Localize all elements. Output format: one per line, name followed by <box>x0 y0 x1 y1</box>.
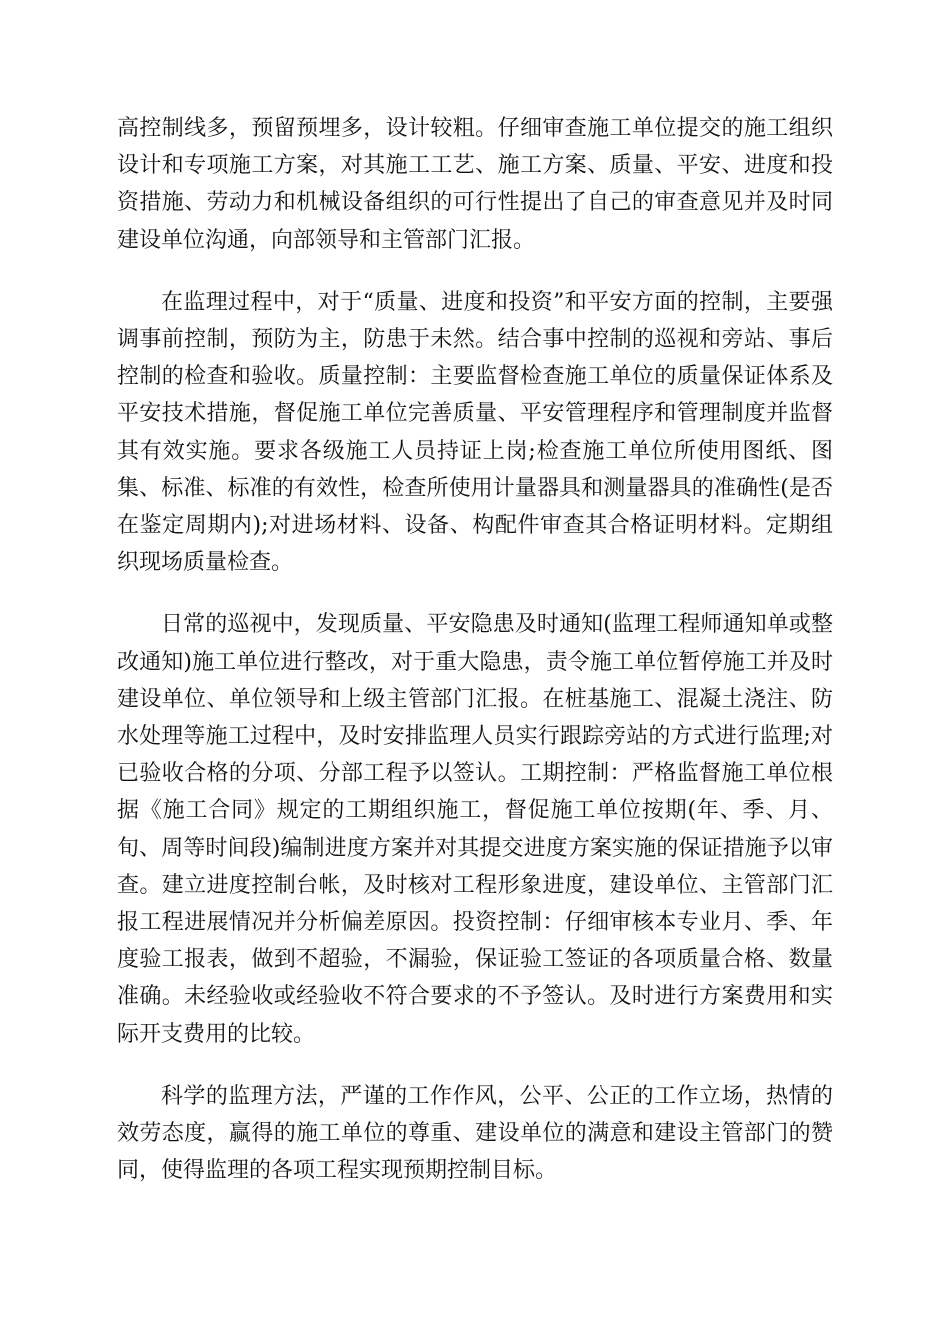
paragraph-supervision-process: 在监理过程中，对于“质量、进度和投资”和平安方面的控制，主要强调事前控制，预防为主，防患于未然。结合事中控制的巡视和旁站、事后控制的检查和验收。质量控制：主要监督检查施工单位的质量保证体系及平安技术措施，督促施工单位完善质量、平安管理程序和管理制度并监督其有效实施。要求各级施工人员持证上岗;检查施工单位所使用图纸、图集、标准、标准的有效性，检查所使用计量器具和测量器具的准确性(是否在鉴定周期内);对进场材料、设备、构配件审查其合格证明材料。定期组织现场质量检查。 <box>117 289 833 576</box>
document-body <box>117 110 833 1189</box>
paragraph-daily-inspection: 日常的巡视中，发现质量、平安隐患及时通知(监理工程师通知单或整改通知)施工单位进行整改，对于重大隐患，责令施工单位暂停施工并及时建设单位、单位领导和上级主管部门汇报。在桩基施工、混凝土浇注、防水处理等施工过程中，及时安排监理人员实行跟踪旁站的方式进行监理;对已验收合格的分项、分部工程予以签认。工期控制：严格监督施工单位根据《施工合同》规定的工期组织施工，督促施工单位按期(年、季、月、旬、周等时间段)编制进度方案并对其提交进度方案实施的保证措施予以审查。建立进度控制台帐，及时核对工程形象进度，建设单位、主管部门汇报工程进展情况并分析偏差原因。投资控制：仔细审核本专业月、季、年度验工报表，做到不超验，不漏验，保证验工签证的各项质量合格、数量准确。未经验收或经验收不符合要求的不予签认。及时进行方案费用和实际开支费用的比较。 <box>117 612 833 1047</box>
paragraph-continuation: 高控制线多，预留预埋多，设计较粗。仔细审查施工单位提交的施工组织设计和专项施工方案，对其施工工艺、施工方案、质量、平安、进度和投资措施、劳动力和机械设备组织的可行性提出了自己的审查意见并及时同建设单位沟通，向部领导和主管部门汇报。 <box>117 116 833 253</box>
paragraph-conclusion: 科学的监理方法，严谨的工作作风，公平、公正的工作立场，热情的效劳态度，赢得的施工单位的尊重、建设单位的满意和建设主管部门的赞同，使得监理的各项工程实现预期控制目标。 <box>117 1083 833 1184</box>
